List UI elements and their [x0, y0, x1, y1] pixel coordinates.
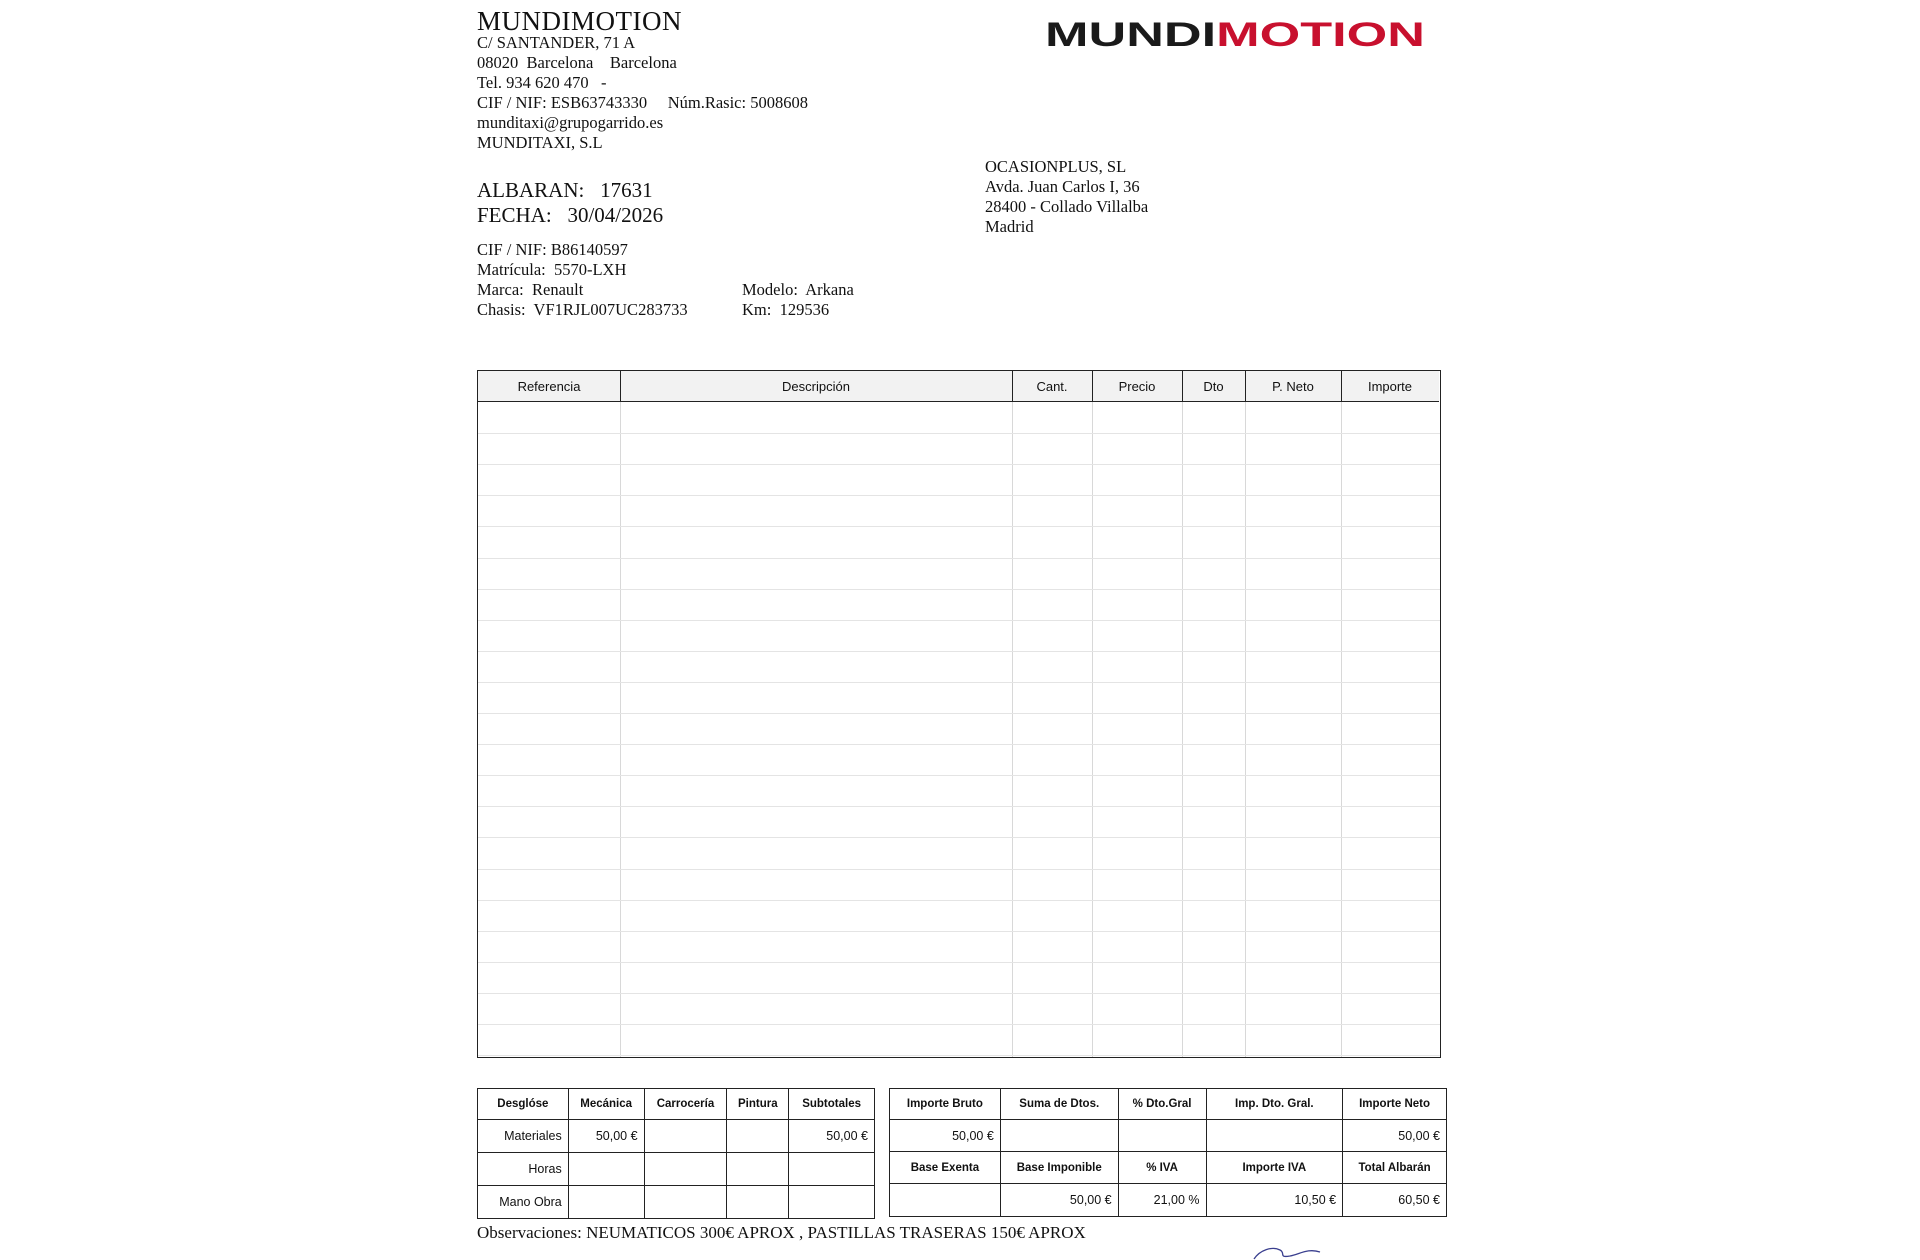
matricula-line — [477, 260, 626, 280]
breakdown-header-subtotales: Subtotales — [789, 1089, 875, 1120]
pct-iva-value: 21,00 % — [1118, 1184, 1206, 1217]
col-header-precio: Precio — [1092, 371, 1182, 402]
rasic-label: Núm.Rasic: — [667, 93, 747, 112]
km-label: Km: — [742, 300, 772, 319]
observaciones-text: NEUMATICOS 300€ APROX , PASTILLAS TRASERAS 150€ APROX — [586, 1223, 1086, 1242]
company-legal-name: MUNDITAXI, S.L — [477, 133, 603, 152]
row-label-mano-obra: Mano Obra — [478, 1186, 569, 1219]
breakdown-header-desglose: Desglóse — [478, 1089, 569, 1120]
breakdown-table — [477, 1088, 875, 1219]
col-header-cantidad: Cant. — [1012, 371, 1092, 402]
header-importe-neto: Importe Neto — [1343, 1089, 1447, 1120]
observaciones — [477, 1223, 1086, 1243]
vehicle-cif: B86140597 — [550, 240, 628, 259]
column-divider — [1182, 402, 1183, 1057]
company-province: Barcelona — [609, 53, 677, 72]
total-albaran-value: 60,50 € — [1343, 1184, 1447, 1217]
row-label-materiales: Materiales — [478, 1120, 569, 1153]
header-importe-iva: Importe IVA — [1206, 1152, 1343, 1184]
marca-label: Marca: — [477, 280, 524, 299]
mano-obra-pintura — [727, 1186, 789, 1219]
company-email: munditaxi@grupogarrido.es — [477, 113, 664, 132]
header-base-exenta: Base Exenta — [890, 1152, 1001, 1184]
company-city: Barcelona — [526, 53, 594, 72]
column-divider — [1341, 402, 1342, 1057]
table-row-line — [478, 993, 1440, 994]
fecha-label: FECHA: — [477, 203, 552, 227]
col-header-importe: Importe — [1341, 371, 1439, 402]
company-phone: 934 620 470 — [506, 73, 589, 92]
modelo-value: Arkana — [805, 280, 854, 299]
svg-text:MUNDIMOTION — [1045, 16, 1425, 54]
table-row-line — [478, 900, 1440, 901]
table-row-line — [478, 869, 1440, 870]
horas-pintura — [727, 1153, 789, 1186]
col-header-dto: Dto — [1182, 371, 1245, 402]
company-cif: ESB63743330 — [550, 93, 648, 112]
albaran-number: 17631 — [600, 178, 653, 202]
column-divider — [1092, 402, 1093, 1057]
company-phone-line — [477, 73, 606, 93]
header-pct-dto-gral: % Dto.Gral — [1118, 1089, 1206, 1120]
vehicle-cif-label: CIF / NIF: — [477, 240, 547, 259]
km-line — [742, 300, 829, 320]
table-row-line — [478, 682, 1440, 683]
table-row-line — [478, 775, 1440, 776]
table-row-line — [478, 806, 1440, 807]
company-address: C/ SANTANDER, 71 A — [477, 33, 636, 52]
breakdown-header-mecanica: Mecánica — [568, 1089, 644, 1120]
row-label-horas: Horas — [478, 1153, 569, 1186]
table-row-line — [478, 744, 1440, 745]
customer-name: OCASIONPLUS, SL — [985, 157, 1127, 176]
table-row-line — [478, 1024, 1440, 1025]
table-row-line — [478, 558, 1440, 559]
marca-value: Renault — [531, 280, 584, 299]
matricula-label: Matrícula: — [477, 260, 546, 279]
column-divider — [1012, 402, 1013, 1057]
chasis-value: VF1RJL007UC283733 — [533, 300, 688, 319]
header-divider — [1092, 371, 1093, 402]
vehicle-cif-line — [477, 240, 628, 260]
km-value: 129536 — [779, 300, 830, 319]
observaciones-label: Observaciones: — [477, 1223, 582, 1242]
items-table — [477, 370, 1441, 1058]
col-header-p-neto: P. Neto — [1245, 371, 1341, 402]
importe-neto-value: 50,00 € — [1343, 1120, 1447, 1152]
header-importe-bruto: Importe Bruto — [890, 1089, 1001, 1120]
column-divider — [620, 402, 621, 1057]
suma-dtos-value — [1000, 1120, 1118, 1152]
marca-line — [477, 280, 583, 300]
table-row-line — [478, 464, 1440, 465]
materiales-pintura — [727, 1120, 789, 1153]
table-row-line — [478, 837, 1440, 838]
header-imp-dto-gral: Imp. Dto. Gral. — [1206, 1089, 1343, 1120]
company-city-line — [477, 53, 677, 73]
table-row-line — [478, 713, 1440, 714]
table-row-line — [478, 526, 1440, 527]
customer-address: Avda. Juan Carlos I, 36 — [985, 177, 1140, 196]
breakdown-header-carroceria: Carrocería — [644, 1089, 727, 1120]
customer-province: Madrid — [985, 217, 1034, 236]
chasis-label: Chasis: — [477, 300, 526, 319]
header-divider — [1182, 371, 1183, 402]
matricula-value: 5570-LXH — [553, 260, 627, 279]
company-cif-label: CIF / NIF: — [477, 93, 547, 112]
company-cif-line — [477, 93, 808, 113]
table-row-line — [478, 589, 1440, 590]
modelo-line — [742, 280, 854, 300]
base-imponible-value: 50,00 € — [1000, 1184, 1118, 1217]
header-divider — [1012, 371, 1013, 402]
table-row-line — [478, 962, 1440, 963]
totals-table — [889, 1088, 1447, 1217]
company-postal-code: 08020 — [477, 53, 519, 72]
horas-subtotal — [789, 1153, 875, 1186]
mano-obra-carroceria — [644, 1186, 727, 1219]
phone-label: Tel. — [477, 73, 502, 92]
importe-iva-value: 10,50 € — [1206, 1184, 1343, 1217]
header-total-albaran: Total Albarán — [1343, 1152, 1447, 1184]
mundimotion-logo — [1045, 10, 1425, 58]
albaran-line — [477, 178, 653, 203]
horas-carroceria — [644, 1153, 727, 1186]
materiales-mecanica: 50,00 € — [568, 1120, 644, 1153]
materiales-subtotal: 50,00 € — [789, 1120, 875, 1153]
materiales-carroceria — [644, 1120, 727, 1153]
table-row-line — [478, 931, 1440, 932]
company-name: MUNDIMOTION — [477, 6, 682, 36]
importe-bruto-value: 50,00 € — [890, 1120, 1001, 1152]
modelo-label: Modelo: — [742, 280, 798, 299]
column-divider — [1245, 402, 1246, 1057]
pct-dto-gral-value — [1118, 1120, 1206, 1152]
base-exenta-value — [890, 1184, 1001, 1217]
imp-dto-gral-value — [1206, 1120, 1343, 1152]
horas-mecanica — [568, 1153, 644, 1186]
table-row-line — [478, 620, 1440, 621]
rasic-number: 5008608 — [750, 93, 808, 112]
customer-city-line: 28400 - Collado Villalba — [985, 197, 1149, 216]
logo-part-motion: MOTION — [1216, 16, 1353, 54]
header-base-imponible: Base Imponible — [1000, 1152, 1118, 1184]
table-row-line — [478, 651, 1440, 652]
albaran-label: ALBARAN: — [477, 178, 585, 202]
header-divider — [1245, 371, 1246, 402]
col-header-descripcion: Descripción — [620, 371, 1012, 402]
logo-part-mundi: MUNDI — [1045, 16, 1157, 54]
phone-suffix: - — [600, 73, 607, 92]
table-row-line — [478, 433, 1440, 434]
table-row-line — [478, 495, 1440, 496]
mano-obra-subtotal — [789, 1186, 875, 1219]
header-suma-dtos: Suma de Dtos. — [1000, 1089, 1118, 1120]
header-divider — [1341, 371, 1342, 402]
header-pct-iva: % IVA — [1118, 1152, 1206, 1184]
mano-obra-mecanica — [568, 1186, 644, 1219]
breakdown-header-pintura: Pintura — [727, 1089, 789, 1120]
fecha-value: 30/04/2026 — [567, 203, 664, 227]
header-divider — [620, 371, 621, 402]
chasis-line — [477, 300, 688, 320]
fecha-line — [477, 203, 663, 228]
signature-mark — [1250, 1244, 1330, 1260]
col-header-referencia: Referencia — [478, 371, 620, 402]
table-row-line — [478, 1055, 1440, 1056]
